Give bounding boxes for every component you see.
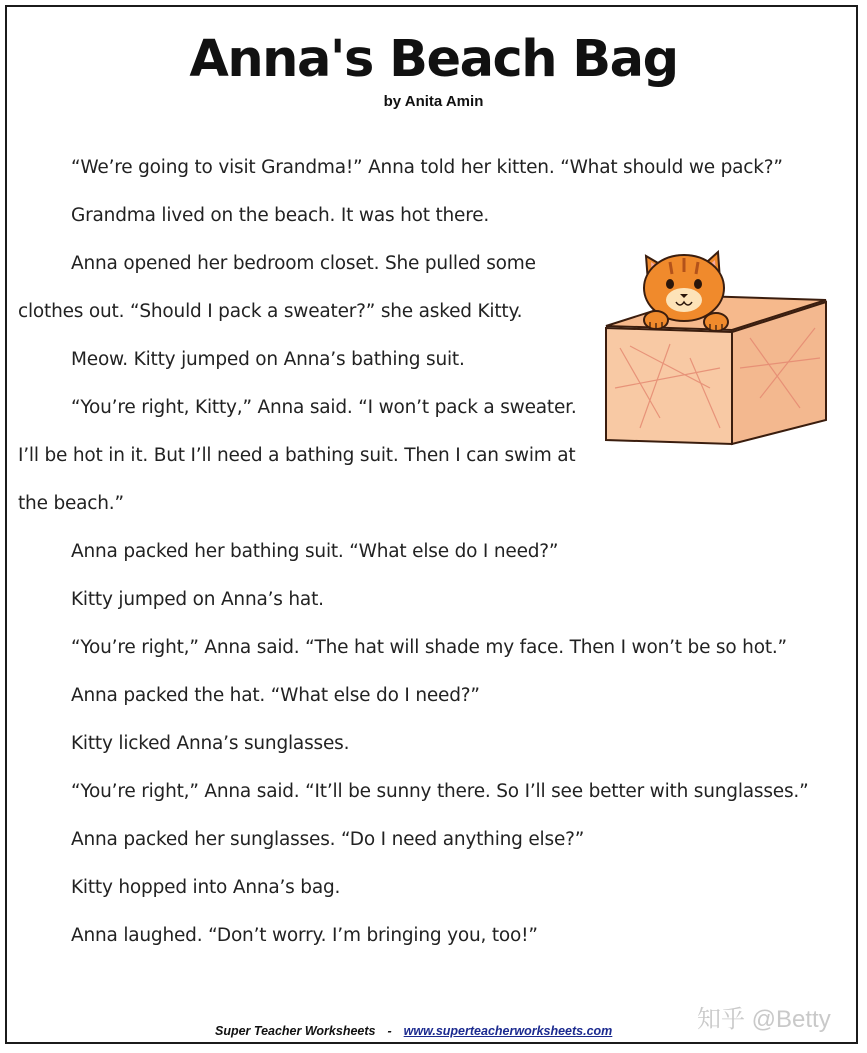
story-line: Meow. Kitty jumped on Anna’s bathing suit. [71,349,465,370]
story-line: Anna laughed. “Don’t worry. I’m bringing you, too!” [71,925,538,946]
story-line: Anna opened her bedroom closet. She pulled some [71,253,536,274]
story-line: “You’re right, Kitty,” Anna said. “I won’t pack a sweater. [71,397,577,418]
story-line: Kitty hopped into Anna’s bag. [71,877,341,898]
story-title: Anna's Beach Bag [189,30,678,89]
footer [215,1024,612,1038]
kitten-in-box-icon [600,248,832,448]
story-line: the beach.” [18,493,124,514]
story-line: Anna packed her bathing suit. “What else do I need?” [71,541,559,562]
story-line: “We’re going to visit Grandma!” Anna told her kitten. “What should we pack?” [71,157,783,178]
footer-brand: Super Teacher Worksheets [215,1024,376,1038]
story-line: “You’re right,” Anna said. “The hat will shade my face. Then I won’t be so hot.” [71,637,787,658]
footer-website-link[interactable]: www.superteacherworksheets.com [403,1024,613,1038]
story-line: Anna packed her sunglasses. “Do I need anything else?” [71,829,585,850]
story-line: Grandma lived on the beach. It was hot there. [71,205,490,226]
story-line: Kitty jumped on Anna’s hat. [71,589,324,610]
footer-separator: - [387,1024,392,1038]
story-line: I’ll be hot in it. But I’ll need a bathing suit. Then I can swim at [18,445,576,466]
story-line: Kitty licked Anna’s sunglasses. [71,733,350,754]
story-line: clothes out. “Should I pack a sweater?” she asked Kitty. [18,301,523,322]
author-byline: by Anita Amin [383,93,484,110]
story-line: Anna packed the hat. “What else do I need?” [71,685,480,706]
watermark: 知乎 @Betty [697,1006,831,1033]
story-line: “You’re right,” Anna said. “It’ll be sunny there. So I’ll see better with sunglasses.” [71,781,809,802]
